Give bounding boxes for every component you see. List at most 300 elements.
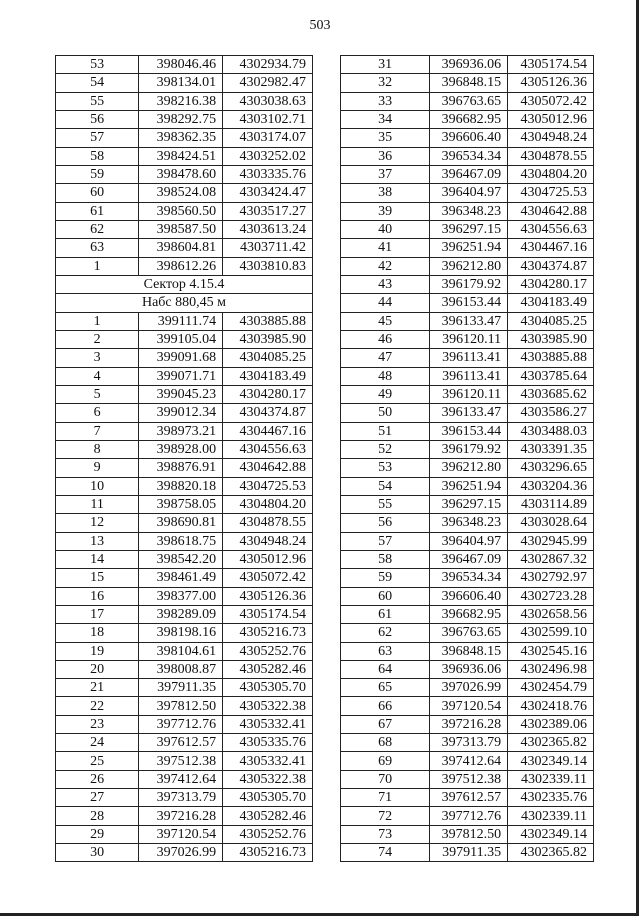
table-row xyxy=(56,642,313,660)
x-coordinate-cell: 398461.49 xyxy=(139,569,223,587)
x-coordinate-cell: 396936.06 xyxy=(430,56,508,74)
y-coordinate-cell: 4305282.46 xyxy=(223,807,313,825)
x-coordinate-cell: 398876.91 xyxy=(139,459,223,477)
table-row xyxy=(341,56,594,74)
x-coordinate-cell: 398424.51 xyxy=(139,147,223,165)
table-row xyxy=(341,165,594,183)
point-number-cell: 60 xyxy=(56,184,139,202)
y-coordinate-cell: 4303335.76 xyxy=(223,165,313,183)
table-row xyxy=(341,92,594,110)
x-coordinate-cell: 397812.50 xyxy=(139,697,223,715)
y-coordinate-cell: 4303885.88 xyxy=(508,349,594,367)
sector-level: Набс 880,45 м xyxy=(56,294,313,312)
point-number-cell: 9 xyxy=(56,459,139,477)
table-row xyxy=(341,624,594,642)
table-row xyxy=(341,642,594,660)
x-coordinate-cell: 399111.74 xyxy=(139,312,223,330)
y-coordinate-cell: 4304085.25 xyxy=(508,312,594,330)
y-coordinate-cell: 4302365.82 xyxy=(508,734,594,752)
y-coordinate-cell: 4305216.73 xyxy=(223,844,313,862)
table-row xyxy=(341,257,594,275)
point-number-cell: 33 xyxy=(341,92,430,110)
table-row xyxy=(341,752,594,770)
coordinates-table-right xyxy=(340,55,594,862)
x-coordinate-cell: 398134.01 xyxy=(139,74,223,92)
point-number-cell: 47 xyxy=(341,349,430,367)
y-coordinate-cell: 4303985.90 xyxy=(223,330,313,348)
x-coordinate-cell: 396212.80 xyxy=(430,257,508,275)
point-number-cell: 50 xyxy=(341,404,430,422)
y-coordinate-cell: 4303391.35 xyxy=(508,440,594,458)
point-number-cell: 29 xyxy=(56,825,139,843)
y-coordinate-cell: 4302723.28 xyxy=(508,587,594,605)
table-row xyxy=(56,752,313,770)
point-number-cell: 39 xyxy=(341,202,430,220)
y-coordinate-cell: 4303488.03 xyxy=(508,422,594,440)
sector-title: Сектор 4.15.4 xyxy=(56,275,313,293)
table-row xyxy=(56,385,313,403)
point-number-cell: 1 xyxy=(56,257,139,275)
y-coordinate-cell: 4304556.63 xyxy=(508,220,594,238)
point-number-cell: 42 xyxy=(341,257,430,275)
x-coordinate-cell: 398820.18 xyxy=(139,477,223,495)
y-coordinate-cell: 4303985.90 xyxy=(508,330,594,348)
table-row xyxy=(341,440,594,458)
y-coordinate-cell: 4305174.54 xyxy=(508,56,594,74)
point-number-cell: 3 xyxy=(56,349,139,367)
table-row xyxy=(341,514,594,532)
point-number-cell: 67 xyxy=(341,715,430,733)
point-number-cell: 22 xyxy=(56,697,139,715)
point-number-cell: 51 xyxy=(341,422,430,440)
y-coordinate-cell: 4305174.54 xyxy=(223,605,313,623)
y-coordinate-cell: 4305332.41 xyxy=(223,752,313,770)
table-row xyxy=(56,734,313,752)
y-coordinate-cell: 4302339.11 xyxy=(508,770,594,788)
point-number-cell: 73 xyxy=(341,825,430,843)
x-coordinate-cell: 396297.15 xyxy=(430,495,508,513)
y-coordinate-cell: 4305305.70 xyxy=(223,679,313,697)
table-row xyxy=(341,587,594,605)
point-number-cell: 66 xyxy=(341,697,430,715)
table-row xyxy=(56,92,313,110)
table-row xyxy=(56,495,313,513)
x-coordinate-cell: 396133.47 xyxy=(430,404,508,422)
x-coordinate-cell: 397026.99 xyxy=(139,844,223,862)
point-number-cell: 8 xyxy=(56,440,139,458)
point-number-cell: 26 xyxy=(56,770,139,788)
x-coordinate-cell: 396297.15 xyxy=(430,220,508,238)
y-coordinate-cell: 4305126.36 xyxy=(508,74,594,92)
x-coordinate-cell: 397612.57 xyxy=(139,734,223,752)
x-coordinate-cell: 396133.47 xyxy=(430,312,508,330)
table-row xyxy=(341,74,594,92)
point-number-cell: 27 xyxy=(56,789,139,807)
table-row xyxy=(56,312,313,330)
y-coordinate-cell: 4305305.70 xyxy=(223,789,313,807)
point-number-cell: 5 xyxy=(56,385,139,403)
table-row xyxy=(341,129,594,147)
x-coordinate-cell: 396251.94 xyxy=(430,477,508,495)
table-row xyxy=(341,715,594,733)
y-coordinate-cell: 4305322.38 xyxy=(223,770,313,788)
table-row xyxy=(341,330,594,348)
x-coordinate-cell: 398690.81 xyxy=(139,514,223,532)
y-coordinate-cell: 4305216.73 xyxy=(223,624,313,642)
table-row xyxy=(341,110,594,128)
table-row xyxy=(341,734,594,752)
table-row xyxy=(341,202,594,220)
point-number-cell: 31 xyxy=(341,56,430,74)
x-coordinate-cell: 396534.34 xyxy=(430,569,508,587)
point-number-cell: 15 xyxy=(56,569,139,587)
table-row xyxy=(56,770,313,788)
y-coordinate-cell: 4303204.36 xyxy=(508,477,594,495)
x-coordinate-cell: 398104.61 xyxy=(139,642,223,660)
point-number-cell: 11 xyxy=(56,495,139,513)
x-coordinate-cell: 396179.92 xyxy=(430,275,508,293)
y-coordinate-cell: 4302389.06 xyxy=(508,715,594,733)
table-row xyxy=(56,440,313,458)
x-coordinate-cell: 396936.06 xyxy=(430,660,508,678)
y-coordinate-cell: 4304467.16 xyxy=(223,422,313,440)
x-coordinate-cell: 396120.11 xyxy=(430,330,508,348)
y-coordinate-cell: 4302349.14 xyxy=(508,825,594,843)
point-number-cell: 63 xyxy=(341,642,430,660)
point-number-cell: 56 xyxy=(56,110,139,128)
point-number-cell: 25 xyxy=(56,752,139,770)
y-coordinate-cell: 4305252.76 xyxy=(223,825,313,843)
x-coordinate-cell: 397120.54 xyxy=(139,825,223,843)
y-coordinate-cell: 4304642.88 xyxy=(223,459,313,477)
point-number-cell: 58 xyxy=(341,550,430,568)
table-row xyxy=(56,789,313,807)
point-number-cell: 40 xyxy=(341,220,430,238)
y-coordinate-cell: 4303252.02 xyxy=(223,147,313,165)
y-coordinate-cell: 4303102.71 xyxy=(223,110,313,128)
table-row xyxy=(56,147,313,165)
table-row xyxy=(56,165,313,183)
x-coordinate-cell: 396682.95 xyxy=(430,605,508,623)
table-row xyxy=(56,844,313,862)
y-coordinate-cell: 4305332.41 xyxy=(223,715,313,733)
table-row xyxy=(341,239,594,257)
y-coordinate-cell: 4302418.76 xyxy=(508,697,594,715)
y-coordinate-cell: 4302335.76 xyxy=(508,789,594,807)
point-number-cell: 64 xyxy=(341,660,430,678)
point-number-cell: 14 xyxy=(56,550,139,568)
point-number-cell: 63 xyxy=(56,239,139,257)
y-coordinate-cell: 4302454.79 xyxy=(508,679,594,697)
point-number-cell: 28 xyxy=(56,807,139,825)
x-coordinate-cell: 396179.92 xyxy=(430,440,508,458)
x-coordinate-cell: 397412.64 xyxy=(430,752,508,770)
x-coordinate-cell: 397216.28 xyxy=(139,807,223,825)
table-row xyxy=(341,660,594,678)
y-coordinate-cell: 4305072.42 xyxy=(223,569,313,587)
x-coordinate-cell: 396120.11 xyxy=(430,385,508,403)
point-number-cell: 18 xyxy=(56,624,139,642)
y-coordinate-cell: 4302349.14 xyxy=(508,752,594,770)
x-coordinate-cell: 398478.60 xyxy=(139,165,223,183)
table-row xyxy=(56,477,313,495)
x-coordinate-cell: 397120.54 xyxy=(430,697,508,715)
x-coordinate-cell: 397512.38 xyxy=(139,752,223,770)
y-coordinate-cell: 4303810.83 xyxy=(223,257,313,275)
point-number-cell: 20 xyxy=(56,660,139,678)
y-coordinate-cell: 4303885.88 xyxy=(223,312,313,330)
y-coordinate-cell: 4304948.24 xyxy=(508,129,594,147)
point-number-cell: 55 xyxy=(341,495,430,513)
table-row xyxy=(56,202,313,220)
x-coordinate-cell: 397512.38 xyxy=(430,770,508,788)
table-row xyxy=(56,459,313,477)
x-coordinate-cell: 396113.41 xyxy=(430,367,508,385)
table-row xyxy=(341,367,594,385)
table-row xyxy=(56,129,313,147)
point-number-cell: 65 xyxy=(341,679,430,697)
table-row xyxy=(341,807,594,825)
x-coordinate-cell: 396682.95 xyxy=(430,110,508,128)
sector-row xyxy=(56,294,313,312)
point-number-cell: 24 xyxy=(56,734,139,752)
table-row xyxy=(56,220,313,238)
point-number-cell: 74 xyxy=(341,844,430,862)
x-coordinate-cell: 397911.35 xyxy=(430,844,508,862)
point-number-cell: 62 xyxy=(56,220,139,238)
table-row xyxy=(341,184,594,202)
table-row xyxy=(56,825,313,843)
table-row xyxy=(341,495,594,513)
y-coordinate-cell: 4304280.17 xyxy=(223,385,313,403)
y-coordinate-cell: 4304085.25 xyxy=(223,349,313,367)
x-coordinate-cell: 396606.40 xyxy=(430,129,508,147)
x-coordinate-cell: 398198.16 xyxy=(139,624,223,642)
x-coordinate-cell: 396848.15 xyxy=(430,74,508,92)
coordinates-table-right-body xyxy=(341,56,594,862)
y-coordinate-cell: 4302599.10 xyxy=(508,624,594,642)
y-coordinate-cell: 4303711.42 xyxy=(223,239,313,257)
table-row xyxy=(56,532,313,550)
point-number-cell: 32 xyxy=(341,74,430,92)
page-number: 503 xyxy=(309,18,331,33)
y-coordinate-cell: 4305335.76 xyxy=(223,734,313,752)
x-coordinate-cell: 398216.38 xyxy=(139,92,223,110)
point-number-cell: 57 xyxy=(341,532,430,550)
x-coordinate-cell: 396534.34 xyxy=(430,147,508,165)
y-coordinate-cell: 4303586.27 xyxy=(508,404,594,422)
x-coordinate-cell: 398973.21 xyxy=(139,422,223,440)
point-number-cell: 59 xyxy=(56,165,139,183)
y-coordinate-cell: 4302792.97 xyxy=(508,569,594,587)
table-row xyxy=(56,807,313,825)
y-coordinate-cell: 4305012.96 xyxy=(508,110,594,128)
y-coordinate-cell: 4302658.56 xyxy=(508,605,594,623)
x-coordinate-cell: 399105.04 xyxy=(139,330,223,348)
y-coordinate-cell: 4304183.49 xyxy=(508,294,594,312)
table-row xyxy=(341,294,594,312)
x-coordinate-cell: 399071.71 xyxy=(139,367,223,385)
x-coordinate-cell: 399012.34 xyxy=(139,404,223,422)
y-coordinate-cell: 4304374.87 xyxy=(508,257,594,275)
table-row xyxy=(56,697,313,715)
point-number-cell: 70 xyxy=(341,770,430,788)
y-coordinate-cell: 4304725.53 xyxy=(508,184,594,202)
x-coordinate-cell: 398362.35 xyxy=(139,129,223,147)
y-coordinate-cell: 4304804.20 xyxy=(508,165,594,183)
x-coordinate-cell: 397026.99 xyxy=(430,679,508,697)
y-coordinate-cell: 4303517.27 xyxy=(223,202,313,220)
point-number-cell: 30 xyxy=(56,844,139,862)
x-coordinate-cell: 397812.50 xyxy=(430,825,508,843)
table-row xyxy=(341,770,594,788)
point-number-cell: 34 xyxy=(341,110,430,128)
table-row xyxy=(341,422,594,440)
y-coordinate-cell: 4305126.36 xyxy=(223,587,313,605)
x-coordinate-cell: 398928.00 xyxy=(139,440,223,458)
x-coordinate-cell: 398046.46 xyxy=(139,56,223,74)
point-number-cell: 69 xyxy=(341,752,430,770)
y-coordinate-cell: 4303613.24 xyxy=(223,220,313,238)
point-number-cell: 19 xyxy=(56,642,139,660)
x-coordinate-cell: 396153.44 xyxy=(430,294,508,312)
x-coordinate-cell: 398560.50 xyxy=(139,202,223,220)
y-coordinate-cell: 4305322.38 xyxy=(223,697,313,715)
x-coordinate-cell: 398587.50 xyxy=(139,220,223,238)
point-number-cell: 54 xyxy=(56,74,139,92)
x-coordinate-cell: 399045.23 xyxy=(139,385,223,403)
point-number-cell: 62 xyxy=(341,624,430,642)
point-number-cell: 58 xyxy=(56,147,139,165)
y-coordinate-cell: 4304725.53 xyxy=(223,477,313,495)
y-coordinate-cell: 4304804.20 xyxy=(223,495,313,513)
x-coordinate-cell: 396348.23 xyxy=(430,514,508,532)
point-number-cell: 68 xyxy=(341,734,430,752)
y-coordinate-cell: 4302339.11 xyxy=(508,807,594,825)
x-coordinate-cell: 396763.65 xyxy=(430,624,508,642)
x-coordinate-cell: 397712.76 xyxy=(139,715,223,733)
x-coordinate-cell: 398604.81 xyxy=(139,239,223,257)
y-coordinate-cell: 4304878.55 xyxy=(223,514,313,532)
table-row xyxy=(341,569,594,587)
y-coordinate-cell: 4303038.63 xyxy=(223,92,313,110)
point-number-cell: 61 xyxy=(341,605,430,623)
x-coordinate-cell: 396467.09 xyxy=(430,550,508,568)
point-number-cell: 61 xyxy=(56,202,139,220)
table-row xyxy=(56,404,313,422)
table-row xyxy=(56,660,313,678)
table-row xyxy=(341,697,594,715)
y-coordinate-cell: 4302867.32 xyxy=(508,550,594,568)
table-row xyxy=(56,239,313,257)
y-coordinate-cell: 4304280.17 xyxy=(508,275,594,293)
x-coordinate-cell: 396606.40 xyxy=(430,587,508,605)
x-coordinate-cell: 396348.23 xyxy=(430,202,508,220)
point-number-cell: 35 xyxy=(341,129,430,147)
table-row xyxy=(56,715,313,733)
x-coordinate-cell: 397712.76 xyxy=(430,807,508,825)
y-coordinate-cell: 4305282.46 xyxy=(223,660,313,678)
y-coordinate-cell: 4303114.89 xyxy=(508,495,594,513)
x-coordinate-cell: 396467.09 xyxy=(430,165,508,183)
y-coordinate-cell: 4303424.47 xyxy=(223,184,313,202)
x-coordinate-cell: 398289.09 xyxy=(139,605,223,623)
point-number-cell: 41 xyxy=(341,239,430,257)
y-coordinate-cell: 4304374.87 xyxy=(223,404,313,422)
table-row xyxy=(341,550,594,568)
table-row xyxy=(56,587,313,605)
table-row xyxy=(341,404,594,422)
y-coordinate-cell: 4304183.49 xyxy=(223,367,313,385)
point-number-cell: 43 xyxy=(341,275,430,293)
y-coordinate-cell: 4305072.42 xyxy=(508,92,594,110)
y-coordinate-cell: 4303785.64 xyxy=(508,367,594,385)
point-number-cell: 4 xyxy=(56,367,139,385)
point-number-cell: 53 xyxy=(341,459,430,477)
y-coordinate-cell: 4304556.63 xyxy=(223,440,313,458)
point-number-cell: 12 xyxy=(56,514,139,532)
table-row xyxy=(341,220,594,238)
x-coordinate-cell: 397911.35 xyxy=(139,679,223,697)
y-coordinate-cell: 4302496.98 xyxy=(508,660,594,678)
x-coordinate-cell: 397313.79 xyxy=(139,789,223,807)
x-coordinate-cell: 396212.80 xyxy=(430,459,508,477)
table-row xyxy=(56,624,313,642)
point-number-cell: 21 xyxy=(56,679,139,697)
x-coordinate-cell: 396848.15 xyxy=(430,642,508,660)
point-number-cell: 36 xyxy=(341,147,430,165)
y-coordinate-cell: 4304878.55 xyxy=(508,147,594,165)
point-number-cell: 71 xyxy=(341,789,430,807)
point-number-cell: 10 xyxy=(56,477,139,495)
table-row xyxy=(341,789,594,807)
table-row xyxy=(56,257,313,275)
table-row xyxy=(56,74,313,92)
point-number-cell: 17 xyxy=(56,605,139,623)
x-coordinate-cell: 396404.97 xyxy=(430,184,508,202)
table-row xyxy=(56,605,313,623)
table-row xyxy=(341,477,594,495)
point-number-cell: 53 xyxy=(56,56,139,74)
point-number-cell: 59 xyxy=(341,569,430,587)
y-coordinate-cell: 4303174.07 xyxy=(223,129,313,147)
point-number-cell: 55 xyxy=(56,92,139,110)
table-row xyxy=(341,679,594,697)
y-coordinate-cell: 4304642.88 xyxy=(508,202,594,220)
table-row xyxy=(56,110,313,128)
x-coordinate-cell: 396763.65 xyxy=(430,92,508,110)
table-row xyxy=(341,844,594,862)
table-row xyxy=(56,422,313,440)
table-row xyxy=(56,56,313,74)
x-coordinate-cell: 398542.20 xyxy=(139,550,223,568)
table-row xyxy=(56,367,313,385)
x-coordinate-cell: 396251.94 xyxy=(430,239,508,257)
table-row xyxy=(341,385,594,403)
y-coordinate-cell: 4303028.64 xyxy=(508,514,594,532)
y-coordinate-cell: 4304467.16 xyxy=(508,239,594,257)
y-coordinate-cell: 4302945.99 xyxy=(508,532,594,550)
table-row xyxy=(56,184,313,202)
y-coordinate-cell: 4302982.47 xyxy=(223,74,313,92)
point-number-cell: 2 xyxy=(56,330,139,348)
x-coordinate-cell: 397412.64 xyxy=(139,770,223,788)
point-number-cell: 57 xyxy=(56,129,139,147)
table-row xyxy=(341,147,594,165)
point-number-cell: 38 xyxy=(341,184,430,202)
x-coordinate-cell: 396404.97 xyxy=(430,532,508,550)
point-number-cell: 13 xyxy=(56,532,139,550)
